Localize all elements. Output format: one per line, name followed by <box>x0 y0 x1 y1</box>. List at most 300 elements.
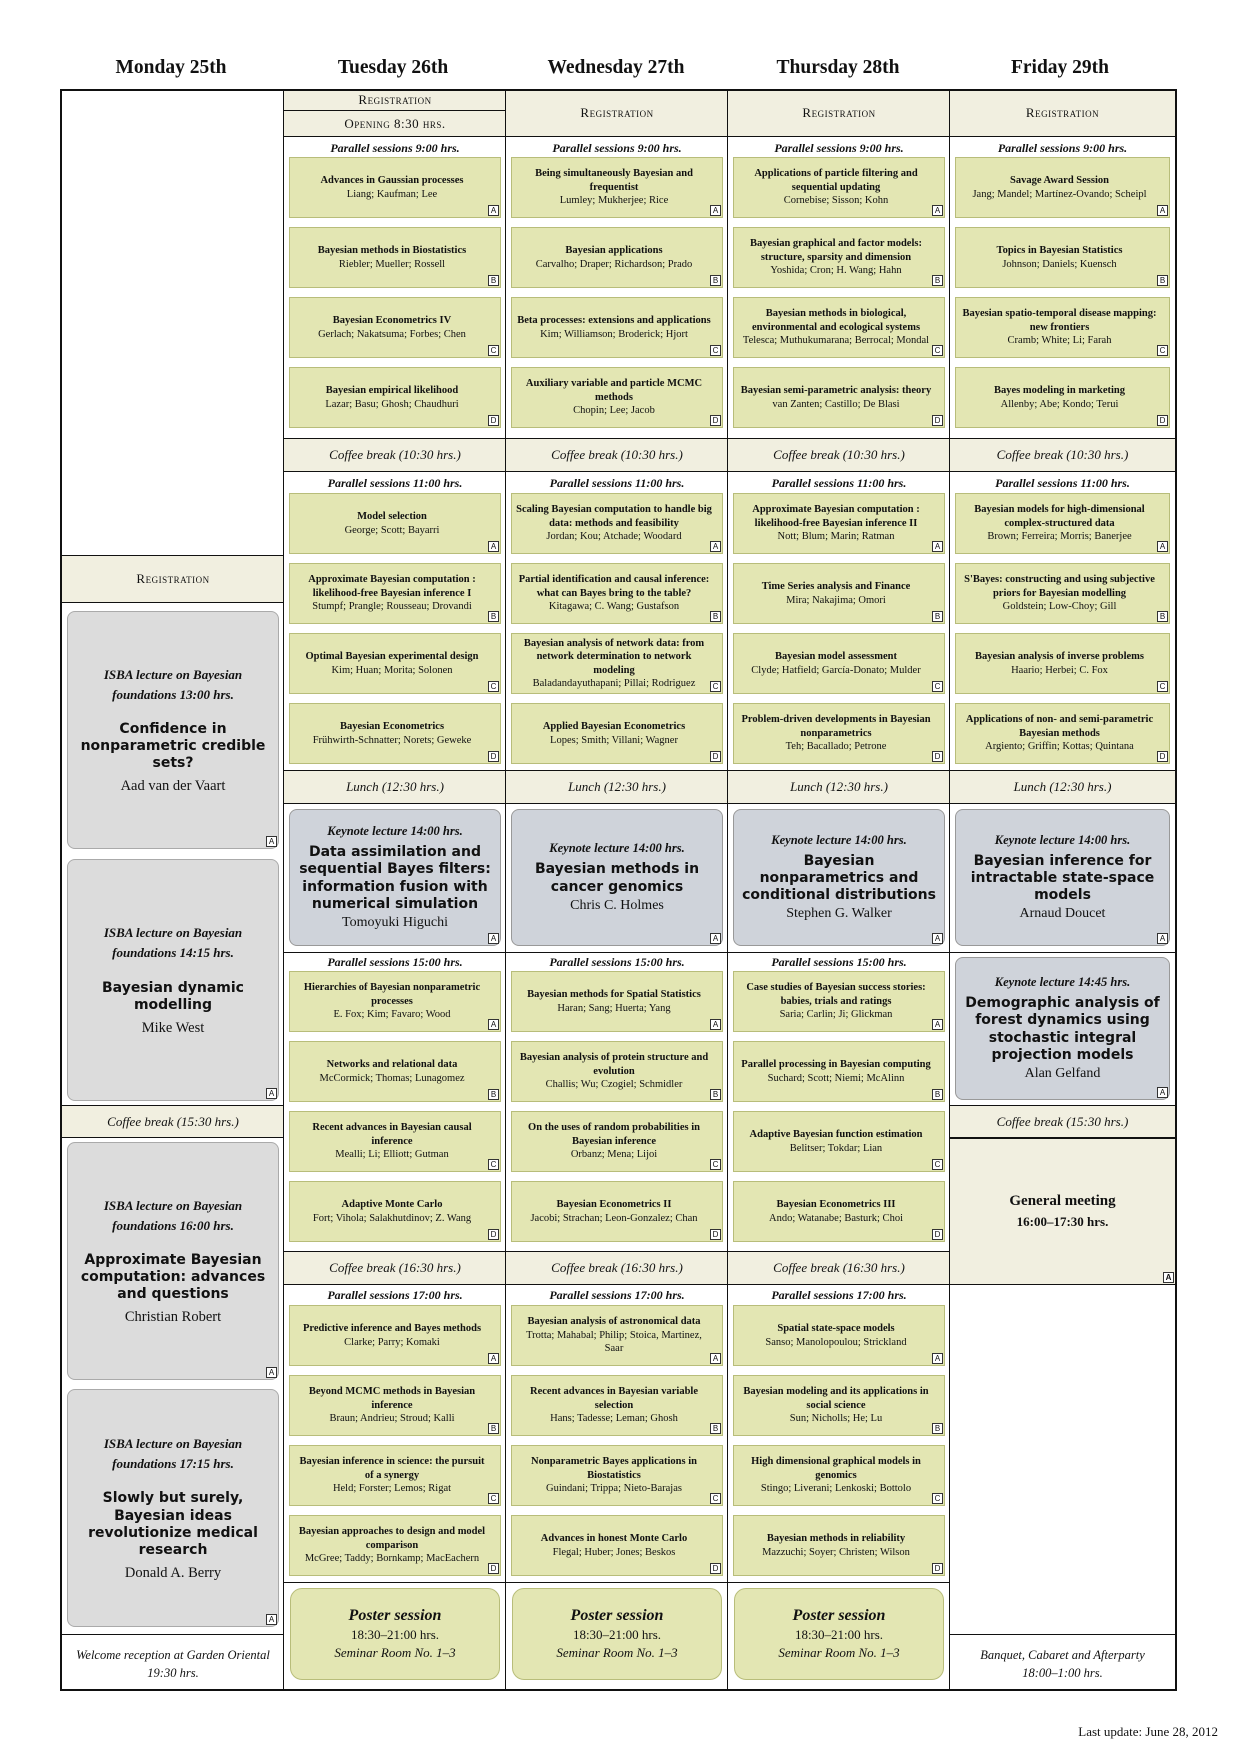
monday-column <box>62 91 284 1689</box>
session-title: Case studies of Bayesian success stories: babies, trials and ratings <box>746 982 926 1007</box>
session-speakers: Gerlach; Nakatsuma; Forbes; Chen <box>318 328 466 340</box>
room-badge: D <box>710 1563 721 1574</box>
session-block <box>511 1305 723 1366</box>
session-block <box>511 1181 723 1242</box>
room-badge: C <box>488 1493 499 1504</box>
session-title: Recent advances in Bayesian causal inference <box>312 1122 472 1147</box>
room-badge: C <box>932 681 943 692</box>
session-title: Bayesian empirical likelihood <box>325 385 459 397</box>
session-speakers: Kim; Williamson; Broderick; Hjort <box>540 328 688 340</box>
session-title: Model selection <box>357 511 427 523</box>
session-speakers: George; Scott; Bayarri <box>344 524 440 536</box>
parallel-sessions-heading: Parallel sessions 11:00 hrs. <box>995 476 1130 490</box>
lecture-label: Keynote lecture 14:00 hrs. <box>327 824 463 839</box>
session-block <box>289 1305 501 1366</box>
session-title: High dimensional graphical models in genomics <box>751 1456 921 1481</box>
lecture-label: Keynote lecture 14:00 hrs. <box>994 832 1131 847</box>
room-badge: A <box>488 933 499 944</box>
session-block <box>289 703 501 764</box>
session-title: Bayesian models for high-dimensional complex-structured data <box>974 504 1145 529</box>
session-speakers: McCormick; Thomas; Lunagomez <box>319 1072 465 1084</box>
lunch-break: Lunch (12:30 hrs.) <box>506 770 728 804</box>
lecture-label: ISBA lecture on Bayesian foundations 16:00 hrs. <box>103 1197 243 1233</box>
general-meeting <box>950 1138 1175 1285</box>
poster-session <box>512 1588 722 1680</box>
session-block <box>289 297 501 358</box>
room-badge: A <box>932 541 943 552</box>
room-badge: A <box>1157 541 1168 552</box>
session-title: Adaptive Monte Carlo <box>341 1199 443 1211</box>
session-speakers: Hans; Tadesse; Leman; Ghosh <box>550 1413 678 1425</box>
coffee-break: Coffee break (15:30 hrs.) <box>62 1105 284 1138</box>
session-title: Bayesian Econometrics III <box>776 1199 896 1211</box>
room-badge: D <box>932 1563 943 1574</box>
room-badge: B <box>710 275 721 286</box>
session-speakers: Carvalho; Draper; Richardson; Prado <box>535 258 693 270</box>
coffee-break: Coffee break (16:30 hrs.) <box>728 1251 950 1285</box>
room-badge: B <box>488 1089 499 1100</box>
registration-band: Registration <box>950 89 1175 137</box>
session-speakers: Fort; Vihola; Salakhutdinov; Z. Wang <box>312 1212 472 1224</box>
session-block <box>511 1375 723 1436</box>
room-badge: D <box>1157 415 1168 426</box>
room-badge: D <box>932 415 943 426</box>
divider <box>728 1582 950 1583</box>
session-title: Bayesian analysis of network data: from network determination to network modeling <box>523 637 705 676</box>
session-title: Being simultaneously Bayesian and frequentist <box>535 168 693 193</box>
poster-title: Poster session <box>570 1607 664 1624</box>
session-block <box>511 367 723 428</box>
lecture-title: Demographic analysis of forest dynamics using stochastic integral projection models <box>965 995 1160 1063</box>
session-title: Applications of non- and semi-parametric Bayesian methods <box>965 714 1154 739</box>
isba-lecture <box>67 859 279 1101</box>
session-block <box>733 367 945 428</box>
lecture-label: Keynote lecture 14:45 hrs. <box>994 975 1131 990</box>
session-title: Scaling Bayesian computation to handle big data: methods and feasibility <box>516 504 712 529</box>
session-block <box>733 297 945 358</box>
session-speakers: Goldstein; Low-Choy; Gill <box>1002 601 1117 613</box>
divider <box>284 1582 506 1583</box>
session-block <box>733 227 945 288</box>
parallel-sessions-heading: Parallel sessions 17:00 hrs. <box>549 1288 685 1302</box>
session-speakers: Flegal; Huber; Jones; Beskos <box>552 1546 676 1558</box>
schedule-grid <box>60 89 1177 1691</box>
room-badge: A <box>1157 1087 1168 1098</box>
lecture-title: Bayesian dynamic modelling <box>102 979 244 1013</box>
room-badge: C <box>932 1493 943 1504</box>
session-speakers: Saria; Carlin; Ji; Glickman <box>779 1009 893 1021</box>
keynote-lecture <box>289 809 501 946</box>
room-badge: D <box>710 1229 721 1240</box>
session-speakers: McGree; Taddy; Bornkamp; MacEachern <box>304 1553 480 1565</box>
room-badge: A <box>488 205 499 216</box>
coffee-break: Coffee break (16:30 hrs.) <box>284 1251 506 1285</box>
lecture-speaker: Mike West <box>141 1019 205 1036</box>
session-block <box>955 157 1170 218</box>
session-title: Bayesian Econometrics <box>339 721 445 733</box>
session-block <box>511 297 723 358</box>
session-speakers: Held; Forster; Lemos; Rigat <box>332 1483 452 1495</box>
day-header-thursday: Thursday 28th <box>776 57 900 78</box>
session-title: Applications of particle filtering and sequential updating <box>754 168 918 193</box>
session-block <box>733 703 945 764</box>
session-speakers: Mazzuchi; Soyer; Christen; Wilson <box>762 1546 910 1558</box>
room-badge: B <box>710 611 721 622</box>
room-badge: C <box>488 345 499 356</box>
keynote-lecture <box>733 809 945 946</box>
room-badge: A <box>266 1614 277 1625</box>
session-speakers: Mira; Nakajima; Omori <box>786 594 886 606</box>
session-speakers: Cornebise; Sisson; Kohn <box>783 195 889 207</box>
room-badge: C <box>710 681 721 692</box>
day-header-tuesday: Tuesday 26th <box>337 57 449 78</box>
isba-lecture <box>67 1389 279 1627</box>
day-header-monday: Monday 25th <box>115 57 227 78</box>
session-speakers: Allenby; Abe; Kondo; Terui <box>1000 398 1119 410</box>
lunch-break: Lunch (12:30 hrs.) <box>950 770 1175 804</box>
session-block <box>289 1111 501 1172</box>
session-speakers: Riebler; Mueller; Rossell <box>338 258 446 270</box>
room-badge: C <box>710 345 721 356</box>
session-speakers: Johnson; Daniels; Kuensch <box>1002 258 1117 270</box>
room-badge: A <box>932 205 943 216</box>
session-title: Parallel processing in Bayesian computing <box>741 1059 931 1071</box>
coffee-break: Coffee break (16:30 hrs.) <box>506 1251 728 1285</box>
room-badge: A <box>266 1367 277 1378</box>
session-speakers: Sanso; Manolopoulou; Strickland <box>765 1336 907 1348</box>
session-title: Approximate Bayesian computation : likelihood-free Bayesian inference II <box>752 504 920 529</box>
room-badge: D <box>488 415 499 426</box>
parallel-sessions-heading: Parallel sessions 9:00 hrs. <box>552 141 682 155</box>
session-block <box>289 367 501 428</box>
session-speakers: Orbanz; Mena; Lijoi <box>570 1149 658 1161</box>
room-badge: A <box>488 1353 499 1364</box>
poster-title: Poster session <box>792 1607 886 1624</box>
session-title: Bayesian analysis of protein structure and evolution <box>519 1052 709 1077</box>
lecture-speaker: Stephen G. Walker <box>786 906 892 922</box>
room-badge: C <box>488 1159 499 1170</box>
session-speakers: Lopes; Smith; Villani; Wagner <box>550 734 678 746</box>
session-speakers: Argiento; Griffin; Kottas; Quintana <box>985 741 1134 753</box>
session-title: Topics in Bayesian Statistics <box>996 245 1123 257</box>
session-title: Savage Award Session <box>1010 175 1109 187</box>
room-badge: B <box>932 1089 943 1100</box>
friday-column <box>950 91 1175 1689</box>
session-title: Advances in honest Monte Carlo <box>540 1533 688 1545</box>
session-title: Bayesian analysis of astronomical data <box>527 1316 701 1328</box>
session-title: Bayesian applications <box>565 245 663 257</box>
session-block <box>289 493 501 554</box>
lecture-title: Bayesian nonparametrics and conditional distributions <box>742 852 936 904</box>
registration-band: Registration <box>62 555 284 603</box>
session-speakers: Cramb; White; Li; Farah <box>1007 335 1112 347</box>
session-block <box>955 703 1170 764</box>
session-block <box>289 1375 501 1436</box>
coffee-break: Coffee break (10:30 hrs.) <box>728 438 950 472</box>
session-block <box>511 1041 723 1102</box>
session-title: Auxiliary variable and particle MCMC methods <box>525 378 703 403</box>
general-meeting-time: 16:00–17:30 hrs. <box>1016 1214 1109 1229</box>
room-badge: A <box>710 933 721 944</box>
session-speakers: Clarke; Parry; Komaki <box>344 1336 440 1348</box>
lecture-title: Bayesian methods in cancer genomics <box>534 861 700 895</box>
general-meeting-title: General meeting <box>1009 1193 1116 1209</box>
session-block <box>955 297 1170 358</box>
session-title: Networks and relational data <box>326 1059 458 1071</box>
session-block <box>955 633 1170 694</box>
room-badge: D <box>710 415 721 426</box>
room-badge: B <box>488 611 499 622</box>
session-block <box>955 367 1170 428</box>
session-block <box>511 227 723 288</box>
lecture-label: ISBA lecture on Bayesian foundations 13:00 hrs. <box>103 666 243 702</box>
session-speakers: Liang; Kaufman; Lee <box>346 188 438 200</box>
session-speakers: Suchard; Scott; Niemi; McAlinn <box>767 1072 905 1084</box>
coffee-break: Coffee break (15:30 hrs.) <box>950 1105 1175 1138</box>
session-title: Spatial state-space models <box>777 1323 895 1335</box>
lecture-speaker: Tomoyuki Higuchi <box>342 914 448 930</box>
room-badge: B <box>1157 275 1168 286</box>
session-speakers: Kitagawa; C. Wang; Gustafson <box>548 601 680 613</box>
room-badge: B <box>932 611 943 622</box>
session-block <box>733 1305 945 1366</box>
session-speakers: Challis; Wu; Czogiel; Schmidler <box>545 1079 683 1091</box>
lecture-title: Approximate Bayesian computation: advances and questions <box>80 1252 266 1303</box>
room-badge: A <box>488 1019 499 1030</box>
session-title: Optimal Bayesian experimental design <box>305 651 479 663</box>
session-title: Bayesian methods in Biostatistics <box>317 245 467 257</box>
session-speakers: Frühwirth-Schnatter; Norets; Geweke <box>312 734 472 746</box>
room-badge: B <box>710 1423 721 1434</box>
room-badge: A <box>932 1019 943 1030</box>
room-badge: D <box>1157 751 1168 762</box>
banquet-time: 18:00–1:00 hrs. <box>1022 1666 1103 1680</box>
session-block <box>733 971 945 1032</box>
opening-band: Opening 8:30 hrs. <box>284 111 506 137</box>
poster-time: 18:30–21:00 hrs. <box>794 1627 884 1642</box>
session-speakers: Mealli; Li; Elliott; Gutman <box>335 1149 449 1161</box>
parallel-sessions-heading: Parallel sessions 15:00 hrs. <box>284 952 506 970</box>
session-speakers: Nott; Blum; Marin; Ratman <box>777 531 895 543</box>
session-speakers: Stumpf; Prangle; Rousseau; Drovandi <box>312 601 472 613</box>
session-title: Adaptive Bayesian function estimation <box>749 1129 923 1141</box>
column-separator <box>283 91 284 1689</box>
room-badge: B <box>1157 611 1168 622</box>
session-title: Bayesian spatio-temporal disease mapping: new frontiers <box>962 308 1157 333</box>
session-block <box>289 227 501 288</box>
session-block <box>289 1181 501 1242</box>
room-badge: A <box>1163 1272 1174 1283</box>
session-speakers: Belitser; Tokdar; Lian <box>789 1142 883 1154</box>
day-header-friday: Friday 29th <box>1010 57 1110 78</box>
room-badge: C <box>932 345 943 356</box>
session-speakers: Jang; Mandel; Martínez-Ovando; Scheipl <box>972 188 1147 200</box>
reception-title: Welcome reception at Garden Oriental <box>76 1647 270 1662</box>
room-badge: C <box>710 1493 721 1504</box>
session-block <box>289 1445 501 1506</box>
room-badge: B <box>932 275 943 286</box>
registration-band: Registration <box>506 89 728 137</box>
session-block <box>289 563 501 624</box>
session-speakers: Baladandayuthapani; Pillai; Rodriguez <box>532 677 696 689</box>
registration-band: Registration <box>284 89 506 111</box>
banquet <box>950 1634 1175 1691</box>
poster-room: Seminar Room No. 1–3 <box>334 1645 456 1660</box>
session-speakers: Teh; Bacallado; Petrone <box>785 741 887 753</box>
room-badge: C <box>1157 681 1168 692</box>
column-separator <box>727 91 728 1689</box>
keynote-lecture <box>955 957 1170 1100</box>
session-block <box>289 1041 501 1102</box>
session-speakers: Yoshida; Cron; H. Wang; Hahn <box>770 265 902 277</box>
keynote-lecture <box>955 809 1170 946</box>
session-title: Bayesian model assessment <box>775 651 897 663</box>
session-block <box>955 563 1170 624</box>
parallel-sessions-heading: Parallel sessions 11:00 hrs. <box>771 476 907 490</box>
lunch-break: Lunch (12:30 hrs.) <box>728 770 950 804</box>
lecture-speaker: Alan Gelfand <box>1024 1065 1101 1081</box>
poster-time: 18:30–21:00 hrs. <box>572 1627 662 1642</box>
session-block <box>289 157 501 218</box>
lecture-label: ISBA lecture on Bayesian foundations 14:15 hrs. <box>103 925 243 961</box>
session-title: Predictive inference and Bayes methods <box>302 1323 482 1335</box>
isba-lecture <box>67 1142 279 1380</box>
parallel-sessions-heading: Parallel sessions 9:00 hrs. <box>997 141 1128 155</box>
session-speakers: Clyde; Hatfield; García-Donato; Mulder <box>751 664 921 676</box>
parallel-sessions-heading: Parallel sessions 9:00 hrs. <box>330 141 460 155</box>
column-separator <box>949 91 950 1689</box>
lecture-title: Bayesian inference for intractable state-space models <box>970 852 1155 904</box>
session-block <box>289 971 501 1032</box>
session-title: Applied Bayesian Econometrics <box>542 721 686 733</box>
lecture-title: Slowly but surely, Bayesian ideas revolutionize medical research <box>88 1490 258 1558</box>
session-speakers: Haario; Herbei; C. Fox <box>1011 664 1108 676</box>
room-badge: A <box>1157 933 1168 944</box>
session-speakers: Jacobi; Strachan; Leon-Gonzalez; Chan <box>530 1212 698 1224</box>
session-speakers: Kim; Huan; Morita; Solonen <box>331 664 453 676</box>
session-speakers: Lazar; Basu; Ghosh; Chaudhuri <box>325 398 459 410</box>
lecture-title: Data assimilation and sequential Bayes filters: information fusion with numerical simulation <box>299 844 491 912</box>
session-block <box>511 703 723 764</box>
session-block <box>733 563 945 624</box>
parallel-sessions-heading: Parallel sessions 17:00 hrs. <box>327 1288 463 1302</box>
lecture-label: Keynote lecture 14:00 hrs. <box>771 832 907 847</box>
lecture-speaker: Aad van der Vaart <box>120 778 226 795</box>
room-badge: A <box>932 1353 943 1364</box>
session-speakers: Trotta; Mahabal; Philip; Stoica, Martinez, Saar <box>526 1329 702 1355</box>
session-title: Bayesian modeling and its applications in social science <box>743 1386 929 1411</box>
session-speakers: Chopin; Lee; Jacob <box>573 405 655 417</box>
session-block <box>511 1515 723 1576</box>
session-title: Bayesian Econometrics IV <box>332 315 452 327</box>
session-speakers: Telesca; Muthukumarana; Berrocal; Mondal <box>742 335 930 347</box>
coffee-break: Coffee break (10:30 hrs.) <box>284 438 506 472</box>
room-badge: C <box>710 1159 721 1170</box>
room-badge: D <box>488 1563 499 1574</box>
lecture-speaker: Donald A. Berry <box>124 1564 222 1581</box>
room-badge: A <box>710 1353 721 1364</box>
session-title: Bayesian graphical and factor models: structure, sparsity and dimension <box>750 238 922 263</box>
session-title: Partial identification and causal inference: what can Bayes bring to the table? <box>518 574 710 599</box>
session-block <box>733 1515 945 1576</box>
session-block <box>733 1445 945 1506</box>
column-separator <box>505 91 506 1689</box>
room-badge: D <box>710 751 721 762</box>
room-badge: A <box>266 836 277 847</box>
isba-lecture <box>67 611 279 849</box>
session-title: Problem-driven developments in Bayesian nonparametrics <box>741 714 931 739</box>
parallel-sessions-heading: Parallel sessions 15:00 hrs. <box>728 952 950 970</box>
divider <box>950 952 1175 953</box>
session-speakers: Ando; Watanabe; Basturk; Choi <box>769 1212 903 1224</box>
session-speakers: E. Fox; Kim; Favaro; Wood <box>333 1009 451 1021</box>
lecture-speaker: Chris C. Holmes <box>570 897 664 913</box>
session-speakers: Lumley; Mukherjee; Rice <box>559 195 669 207</box>
lecture-label: ISBA lecture on Bayesian foundations 17:15 hrs. <box>103 1436 243 1472</box>
session-block <box>511 157 723 218</box>
poster-session <box>734 1588 944 1680</box>
tuesday-column <box>284 91 506 1689</box>
session-block <box>733 1111 945 1172</box>
wednesday-column <box>506 91 728 1689</box>
lecture-speaker: Christian Robert <box>124 1309 222 1326</box>
session-title: Nonparametric Bayes applications in Biostatistics <box>531 1456 697 1481</box>
room-badge: C <box>488 681 499 692</box>
session-block <box>955 493 1170 554</box>
session-block <box>511 1111 723 1172</box>
poster-title: Poster session <box>348 1607 442 1624</box>
session-title: S'Bayes: constructing and using subjective priors for Bayesian modelling <box>964 574 1155 599</box>
poster-room: Seminar Room No. 1–3 <box>778 1645 900 1660</box>
parallel-sessions-heading: Parallel sessions 9:00 hrs. <box>774 141 904 155</box>
session-speakers: Brown; Ferreira; Morris; Banerjee <box>987 531 1132 543</box>
room-badge: D <box>932 751 943 762</box>
session-title: Bayesian methods in biological, environmental and ecological systems <box>751 308 921 333</box>
session-block <box>289 1515 501 1576</box>
poster-time: 18:30–21:00 hrs. <box>350 1627 440 1642</box>
room-badge: C <box>932 1159 943 1170</box>
reception-time: 19:30 hrs. <box>147 1666 199 1680</box>
parallel-sessions-heading: Parallel sessions 11:00 hrs. <box>327 476 463 490</box>
session-block <box>733 1181 945 1242</box>
room-badge: D <box>488 1229 499 1240</box>
session-block <box>511 1445 723 1506</box>
lecture-label: Keynote lecture 14:00 hrs. <box>549 841 685 856</box>
session-block <box>733 157 945 218</box>
room-badge: A <box>1157 205 1168 216</box>
session-title: Beta processes: extensions and applications <box>517 315 711 327</box>
session-title: Bayesian inference in science: the pursuit of a synergy <box>299 1456 485 1481</box>
lecture-speaker: Arnaud Doucet <box>1019 906 1106 922</box>
session-title: Time Series analysis and Finance <box>761 581 911 593</box>
session-title: Bayesian methods in reliability <box>766 1533 906 1545</box>
lunch-break: Lunch (12:30 hrs.) <box>284 770 506 804</box>
parallel-sessions-heading: Parallel sessions 17:00 hrs. <box>771 1288 907 1302</box>
session-speakers: van Zanten; Castillo; De Blasi <box>772 398 900 410</box>
parallel-sessions-heading: Parallel sessions 15:00 hrs. <box>506 952 728 970</box>
room-badge: B <box>932 1423 943 1434</box>
session-title: Recent advances in Bayesian variable selection <box>530 1386 698 1411</box>
registration-band: Registration <box>728 89 950 137</box>
session-block <box>733 633 945 694</box>
parallel-sessions-heading: Parallel sessions 11:00 hrs. <box>549 476 685 490</box>
room-badge: D <box>932 1229 943 1240</box>
session-block <box>955 227 1170 288</box>
lecture-title: Confidence in nonparametric credible sets? <box>80 721 266 772</box>
session-block <box>511 563 723 624</box>
session-speakers: Stingo; Liverani; Lenkoski; Bottolo <box>760 1483 912 1495</box>
session-title: Bayesian analysis of inverse problems <box>975 651 1144 663</box>
